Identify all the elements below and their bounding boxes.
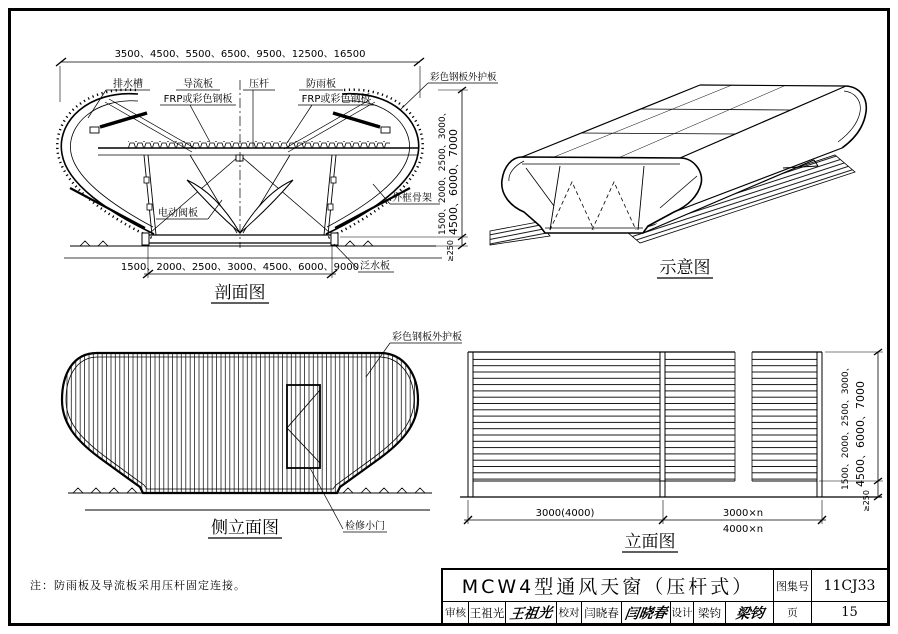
title-block-row-2	[443, 602, 887, 623]
proofreader-signature	[621, 602, 670, 623]
section-callouts	[88, 71, 498, 147]
elevation-view	[455, 340, 890, 555]
schematic-body	[502, 85, 867, 233]
side-outer-cladding-label: 彩色钢板外护板	[392, 332, 462, 343]
page-label: 页	[773, 602, 811, 623]
design-label: 设计	[670, 602, 693, 623]
atlas-number-value: 11CJ33	[811, 570, 887, 601]
elevation-right-dim-line1: 1500、2000、2500、3000、	[841, 362, 851, 490]
proofreader-signature-text: 闫晓春	[623, 604, 669, 623]
access-door-label: 检修小门	[345, 521, 385, 532]
section-caption-group	[211, 283, 269, 303]
elevation-span-rest-top: 3000×n	[722, 508, 764, 519]
section-top-dim-text: 3500、4500、5500、6500、9500、12500、16500	[114, 49, 366, 60]
atlas-number-label: 图集号	[773, 570, 811, 601]
side-elevation-caption-group	[208, 518, 282, 538]
elevation-caption: 立面图	[624, 532, 676, 552]
drain-channel-label: 排水槽	[113, 79, 143, 90]
outer-frame-label: 外框骨架	[392, 193, 432, 204]
elevation-bottom-dimension	[464, 500, 826, 535]
designer-name: 梁钧	[693, 602, 725, 623]
elevation-right-dim-line2: 4500、6000、7000	[854, 381, 867, 487]
elevation-right-dim-min: ≥250	[862, 490, 871, 512]
proof-label: 校对	[556, 602, 581, 623]
schematic-caption: 示意图	[659, 258, 711, 278]
elevation-right-dimension	[819, 349, 883, 512]
review-label: 审核	[445, 607, 466, 619]
outer-cladding-label: 彩色钢板外护板	[430, 72, 497, 83]
rain-shield-label: 防雨板	[306, 79, 336, 90]
section-view	[40, 30, 500, 330]
page-number: 15	[811, 602, 887, 623]
section-bottom-dim-text: 1500、2000、2500、3000、4500、6000、9000	[120, 262, 360, 273]
drawing-title: MCW4型通风天窗（压杆式）	[461, 576, 755, 598]
title-block-row-1	[443, 570, 887, 602]
section-bottom-dimension	[121, 245, 359, 278]
section-right-dim-line2: 4500、6000、7000	[447, 129, 460, 235]
title-block	[441, 568, 887, 623]
deflector-label: 导流板	[183, 79, 213, 90]
elevation-caption-group	[622, 532, 678, 552]
section-body	[57, 80, 442, 258]
sheet-note: 注：防雨板及导流板采用压杆固定连接。	[30, 579, 246, 592]
section-right-dim-min: ≥250	[446, 240, 455, 262]
elevation-panels	[460, 352, 882, 497]
schematic-view	[488, 60, 890, 300]
reviewer-signature	[505, 602, 556, 623]
section-right-dim-line1: 1500、2000、2500、3000、	[438, 107, 448, 235]
deflector-material-label: FRP或彩色钢板	[163, 94, 233, 105]
schematic-caption-group	[657, 258, 713, 278]
electric-valve-label: 电动阀板	[158, 208, 198, 219]
elevation-span-rest-bottom: 4000×n	[722, 524, 764, 535]
section-caption: 剖面图	[214, 283, 266, 303]
side-elevation-body	[62, 353, 432, 510]
designer-signature-text: 梁钧	[734, 605, 765, 622]
reviewer-signature-text: 王祖光	[508, 604, 554, 623]
press-rod-label: 压杆	[249, 79, 269, 90]
side-elevation-view	[40, 330, 480, 545]
elevation-span-first: 3000(4000)	[535, 508, 595, 519]
side-elevation-caption: 侧立面图	[211, 518, 279, 538]
proofreader-name: 闫晓春	[581, 602, 621, 623]
reviewer-name: 王祖光	[468, 602, 505, 623]
designer-signature	[725, 602, 773, 623]
flashing-label: 泛水板	[360, 261, 390, 272]
rain-shield-material-label: FRP或彩色钢板	[301, 94, 371, 105]
